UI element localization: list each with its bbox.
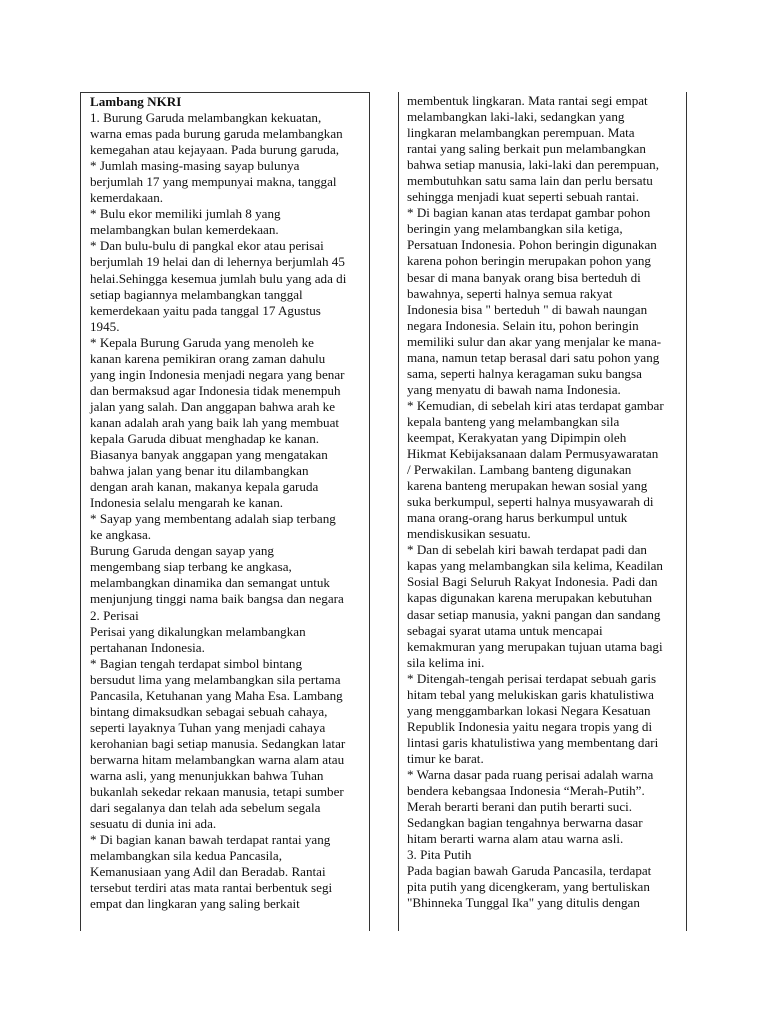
left-text-column bbox=[90, 94, 346, 912]
text-line: pita putih yang dicengkeram, yang bertuliskan bbox=[407, 879, 650, 895]
text-line: berwarna hitam melambangkan warna alam atau bbox=[90, 751, 345, 767]
text-line: kemerdakaan. bbox=[90, 190, 164, 206]
text-line: dasar setiap manusia, yakni pangan dan sandang bbox=[407, 606, 661, 622]
text-line: * Sayap yang membentang adalah siap terbang bbox=[90, 511, 336, 527]
text-line: bahwa setiap manusia, laki-laki dan perempuan, bbox=[407, 157, 659, 173]
text-line: Republik Indonesia yaitu negara tropis yang di bbox=[407, 718, 653, 734]
text-line: seperti layaknya Tuhan yang menjadi cahaya bbox=[90, 719, 326, 735]
right-text-column bbox=[407, 93, 664, 911]
text-line: * Ditengah-tengah perisai terdapat sebuah garis bbox=[407, 670, 657, 686]
text-line: Indonesia selalu mengarah ke kanan. bbox=[90, 495, 284, 511]
text-line: sesuatu di dunia ini ada. bbox=[90, 816, 217, 832]
text-line: * Dan bulu-bulu di pangkal ekor atau perisai bbox=[90, 238, 324, 254]
text-line: karena pohon beringin merupakan pohon yang bbox=[407, 253, 651, 269]
document-title: Lambang NKRI bbox=[90, 94, 182, 109]
text-line: dengan arah kanan, makanya kepala garuda bbox=[90, 479, 319, 495]
text-line: "Bhinneka Tunggal Ika" yang ditulis dengan bbox=[407, 895, 640, 911]
text-line: yang ingin Indonesia menjadi negara yang benar bbox=[90, 366, 345, 382]
text-line: rantai yang saling berkait pun melambangkan bbox=[407, 141, 646, 157]
text-line: beringin yang melambangkan sila ketiga, bbox=[407, 221, 623, 237]
text-line: 3. Pita Putih bbox=[407, 847, 472, 863]
text-line: * Dan di sebelah kiri bawah terdapat padi dan bbox=[407, 542, 647, 558]
text-line: berjumlah 17 yang mempunyai makna, tanggal bbox=[90, 174, 337, 190]
text-line: melambangkan sila kedua Pancasila, bbox=[90, 848, 282, 864]
text-line: Perisai yang dikalungkan melambangkan bbox=[90, 623, 306, 639]
text-line: menjunjung tinggi nama baik bangsa dan negara bbox=[90, 591, 344, 607]
text-line: bukanlah sekedar rekaan manusia, tetapi sumber bbox=[90, 784, 344, 800]
text-line: setiap bagiannya melambangkan tanggal bbox=[90, 286, 303, 302]
text-line: 1945. bbox=[90, 318, 120, 334]
text-line: karena banteng merupakan hewan sosial yang bbox=[407, 478, 648, 494]
table-top-border bbox=[80, 92, 370, 93]
text-line: Burung Garuda dengan sayap yang bbox=[90, 543, 274, 559]
text-line: yang menggambarkan lokasi Negara Kesatuan bbox=[407, 702, 651, 718]
text-line: Sosial Bagi Seluruh Rakyat Indonesia. Padi dan bbox=[407, 574, 658, 590]
text-line: helai.Sehingga kesemua jumlah bulu yang ada di bbox=[90, 270, 347, 286]
text-line: hitam tebal yang melukiskan garis khatulistiwa bbox=[407, 686, 654, 702]
text-line: melambangkan dinamika dan semangat untuk bbox=[90, 575, 330, 591]
text-line: * Di bagian kanan bawah terdapat rantai yang bbox=[90, 832, 331, 848]
text-line: sila kelima ini. bbox=[407, 654, 485, 670]
left-column-right-border bbox=[369, 92, 370, 931]
text-line: kemerdekaan yaitu pada tanggal 17 Agustus bbox=[90, 302, 321, 318]
text-line: keempat, Kerakyatan yang Dipimpin oleh bbox=[407, 429, 627, 445]
text-line: * Bulu ekor memiliki jumlah 8 yang bbox=[90, 206, 281, 222]
text-line: bawahnya, seperti halnya semua rakyat bbox=[407, 285, 613, 301]
text-line: kepala banteng yang melambangkan sila bbox=[407, 413, 620, 429]
text-line: 2. Perisai bbox=[90, 607, 139, 623]
right-column-left-border bbox=[398, 92, 399, 931]
text-line: bendera kebangsaa Indonesia “Merah-Putih”. bbox=[407, 783, 645, 799]
text-line: * Warna dasar pada ruang perisai adalah warna bbox=[407, 766, 654, 782]
text-line: kapas yang melambangkan sila kelima, Keadilan bbox=[407, 558, 663, 574]
text-line: hitam berarti warna alam atau warna asli. bbox=[407, 831, 624, 847]
text-line: sama, seperti halnya keragaman suku bangsa bbox=[407, 365, 642, 381]
text-line: * Bagian tengah terdapat simbol bintang bbox=[90, 655, 302, 671]
text-line: membentuk lingkaran. Mata rantai segi empat bbox=[407, 93, 648, 108]
text-line: kanan karena pemikiran orang zaman dahulu bbox=[90, 350, 326, 366]
text-line: Indonesia bisa " berteduh " di bawah naungan bbox=[407, 301, 648, 317]
text-line: * Kepala Burung Garuda yang menoleh ke bbox=[90, 334, 314, 350]
text-line: dari segalanya dan telah ada sebelum segala bbox=[90, 800, 321, 816]
text-line: dan bermaksud agar Indonesia tidak menempuh bbox=[90, 382, 341, 398]
text-line: kepala Garuda dibuat menghadap ke kanan. bbox=[90, 430, 320, 446]
text-line: Hikmat Kebijaksanaan dalam Permusyawaratan bbox=[407, 446, 659, 462]
text-line: bintang dimaksudkan sebagai sebuah cahaya, bbox=[90, 703, 328, 719]
text-line: melambangkan laki-laki, sedangkan yang bbox=[407, 109, 625, 125]
text-line: Pada bagian bawah Garuda Pancasila, terdapat bbox=[407, 863, 652, 879]
text-line: mengembang siap terbang ke angkasa, bbox=[90, 559, 292, 575]
text-line: kemegahan atau kejayaan. Pada burung garuda, bbox=[90, 142, 340, 158]
text-line: warna emas pada burung garuda melambangkan bbox=[90, 126, 343, 142]
text-line: / Perwakilan. Lambang banteng digunakan bbox=[407, 462, 632, 478]
text-line: melambangkan bulan kemerdekaan. bbox=[90, 222, 279, 238]
text-line: besar di mana banyak orang bisa berteduh di bbox=[407, 269, 641, 285]
text-line: 1. Burung Garuda melambangkan kekuatan, bbox=[90, 110, 322, 126]
text-line: bahwa jalan yang benar itu dilambangkan bbox=[90, 463, 309, 479]
text-line: lintasi garis khatulistiwa yang membentang dari bbox=[407, 734, 659, 750]
text-line: mana, namun tetap berasal dari satu pohon yang bbox=[407, 349, 660, 365]
text-line: Pancasila, Ketuhanan yang Maha Esa. Lambang bbox=[90, 687, 343, 703]
text-line: warna asli, yang menunjukkan bahwa Tuhan bbox=[90, 767, 324, 783]
right-column-right-border bbox=[686, 92, 687, 931]
text-line: membutuhkan satu sama lain dan perlu bersatu bbox=[407, 173, 653, 189]
text-line: kapas digunakan karena merupakan kebutuhan bbox=[407, 590, 653, 606]
text-line: yang menyatu di bawah nama Indonesia. bbox=[407, 381, 621, 397]
text-line: sehingga menjadi kuat seperti sebuah rantai. bbox=[407, 189, 639, 205]
text-line: negara Indonesia. Selain itu, pohon beringin bbox=[407, 317, 639, 333]
text-line: kemakmuran yang merupakan tujuan utama bagi bbox=[407, 638, 663, 654]
text-line: mana orang-orang harus berkumpul untuk bbox=[407, 510, 628, 526]
left-column-left-border bbox=[80, 92, 81, 931]
text-line: tersebut terdiri atas mata rantai berbentuk segi bbox=[90, 880, 333, 896]
text-line: berjumlah 19 helai dan di lehernya berjumlah 45 bbox=[90, 254, 345, 270]
text-line: * Di bagian kanan atas terdapat gambar pohon bbox=[407, 205, 651, 221]
text-line: Merah berarti berani dan putih berarti suci. bbox=[407, 799, 633, 815]
text-line: suka berkumpul, seperti halnya musyawarah di bbox=[407, 494, 654, 510]
text-line: Persatuan Indonesia. Pohon beringin digunakan bbox=[407, 237, 657, 253]
text-line: mendiskusikan sesuatu. bbox=[407, 526, 531, 542]
text-line: Kemanusiaan yang Adil dan Beradab. Rantai bbox=[90, 864, 326, 880]
text-line: jalan yang salah. Dan anggapan bahwa arah ke bbox=[90, 398, 336, 414]
text-line: memiliki sulur dan akar yang menjalar ke mana- bbox=[407, 333, 662, 349]
text-line: Biasanya banyak anggapan yang mengatakan bbox=[90, 447, 328, 463]
text-line: timur ke barat. bbox=[407, 750, 484, 766]
text-line: kerohanian bagi setiap manusia. Sedangkan latar bbox=[90, 735, 346, 751]
text-line: empat dan lingkaran yang saling berkait bbox=[90, 896, 300, 912]
text-line: pertahanan Indonesia. bbox=[90, 639, 205, 655]
text-line: Sedangkan bagian tengahnya berwarna dasar bbox=[407, 815, 643, 831]
text-line: sebagai syarat utama untuk mencapai bbox=[407, 622, 603, 638]
text-line: ke angkasa. bbox=[90, 527, 152, 543]
text-line: bersudut lima yang melambangkan sila pertama bbox=[90, 671, 341, 687]
text-line: lingkaran melambangkan perempuan. Mata bbox=[407, 125, 635, 141]
text-line: * Kemudian, di sebelah kiri atas terdapat gambar bbox=[407, 397, 664, 413]
text-line: kanan adalah arah yang baik lah yang membuat bbox=[90, 414, 340, 430]
text-line: * Jumlah masing-masing sayap bulunya bbox=[90, 158, 300, 174]
